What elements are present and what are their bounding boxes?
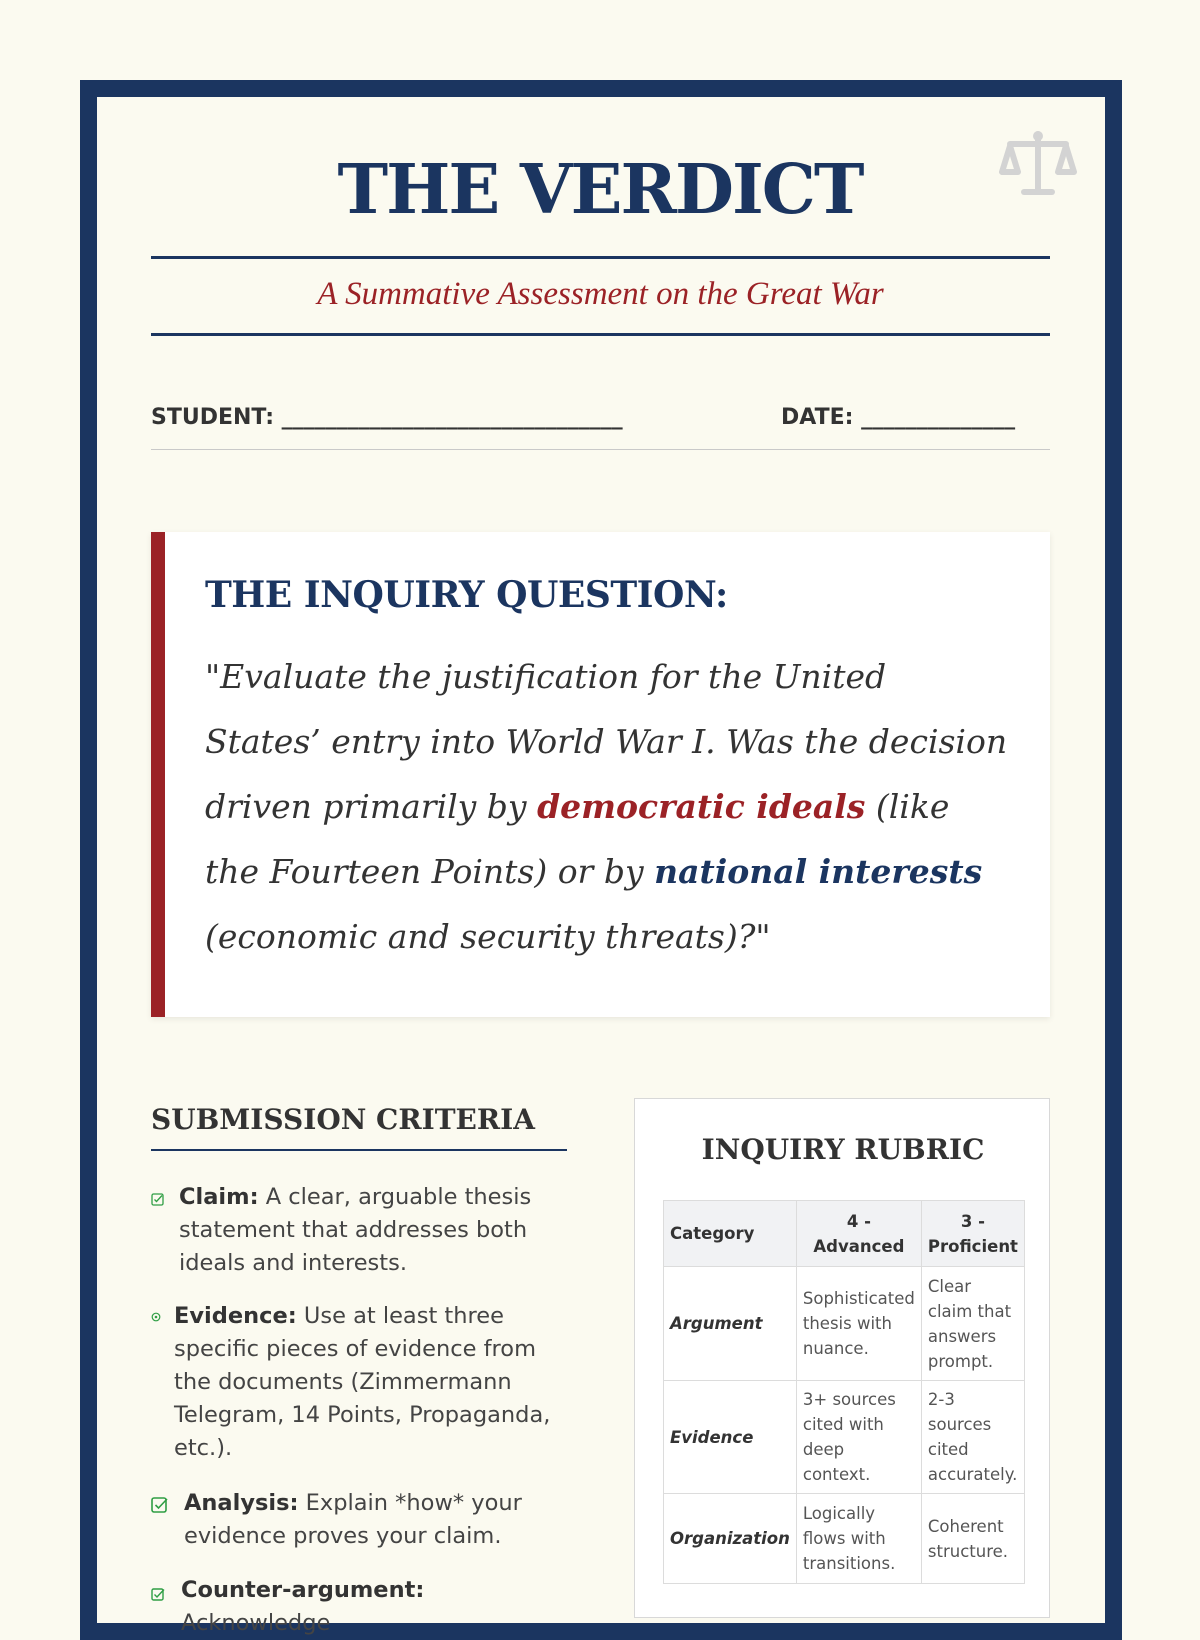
rubric-category-cell: Organization <box>664 1494 797 1584</box>
checkbox-checked-icon <box>151 1587 166 1602</box>
rubric-col-proficient: 3 - Proficient <box>921 1201 1024 1267</box>
criteria-label: Analysis: <box>184 1490 299 1516</box>
rubric-header-row <box>664 1201 1025 1267</box>
criteria-rule <box>151 1149 567 1151</box>
checkbox-checked-icon <box>151 1496 169 1514</box>
rubric-proficient-cell: Clear claim that answers prompt. <box>921 1267 1024 1381</box>
rubric-category-cell: Evidence <box>664 1381 797 1494</box>
rubric-heading: INQUIRY RUBRIC <box>701 1133 985 1166</box>
page-subtitle: A Summative Assessment on the Great War <box>317 276 884 312</box>
page-title: THE VERDICT <box>337 150 863 230</box>
criteria-text: Explain *how* your evidence proves your claim. <box>184 1490 522 1549</box>
criteria-text: A clear, arguable thesis statement that addresses both ideals and interests. <box>179 1184 532 1276</box>
checkbox-checked-icon <box>151 1193 164 1206</box>
highlight-democratic-ideals: democratic ideals <box>537 787 866 826</box>
table-row <box>664 1494 1025 1584</box>
highlight-national-interests: national interests <box>654 852 983 891</box>
rubric-advanced-cell: Logically flows with transitions. <box>796 1494 921 1584</box>
rubric-col-advanced: 4 - Advanced <box>796 1201 921 1267</box>
criteria-item-counter-argument <box>151 1574 571 1640</box>
criteria-label: Counter-argument: <box>181 1577 425 1603</box>
field-underline <box>151 449 1050 450</box>
rubric-col-category: Category <box>664 1201 797 1267</box>
title-rule-top <box>151 256 1050 259</box>
rubric-proficient-cell: 2-3 sources cited accurately. <box>921 1381 1024 1494</box>
inquiry-heading: THE INQUIRY QUESTION: <box>205 574 728 616</box>
table-row <box>664 1267 1025 1381</box>
rubric-advanced-cell: Sophisticated thesis with nuance. <box>796 1267 921 1381</box>
rubric-category-cell: Argument <box>664 1267 797 1381</box>
rubric-advanced-cell: 3+ sources cited with deep context. <box>796 1381 921 1494</box>
bullet-circle-icon <box>151 1312 161 1322</box>
inquiry-text-part-1: "Evaluate the justification for the United States’ entry into World War I. Was the decision driven primarily by <box>205 657 1008 826</box>
date-field[interactable]: DATE: ______________ <box>781 405 1016 430</box>
inquiry-text <box>205 644 1010 969</box>
criteria-label: Evidence: <box>174 1303 297 1329</box>
inquiry-rubric-card <box>634 1098 1050 1618</box>
rubric-proficient-cell: Coherent structure. <box>921 1494 1024 1584</box>
criteria-text: Use at least three specific pieces of evidence from the documents (Zimmermann Telegram, 14 Points, Propaganda, etc.). <box>174 1303 551 1461</box>
table-row <box>664 1381 1025 1494</box>
inquiry-question-card <box>151 532 1050 1017</box>
criteria-item-analysis <box>151 1487 571 1553</box>
criteria-item-evidence <box>151 1300 571 1465</box>
title-rule-bottom <box>151 333 1050 336</box>
inquiry-text-part-3: (economic and security threats)?" <box>205 917 771 956</box>
criteria-label: Claim: <box>179 1184 259 1210</box>
rubric-table <box>663 1200 1025 1584</box>
student-field[interactable]: STUDENT: _______________________________ <box>151 405 623 430</box>
criteria-item-claim <box>151 1181 571 1280</box>
criteria-heading: SUBMISSION CRITERIA <box>151 1103 535 1136</box>
criteria-text: Acknowledge <box>181 1610 331 1636</box>
inquiry-text-part-2: (like the Fourteen Points) or by <box>205 787 950 891</box>
